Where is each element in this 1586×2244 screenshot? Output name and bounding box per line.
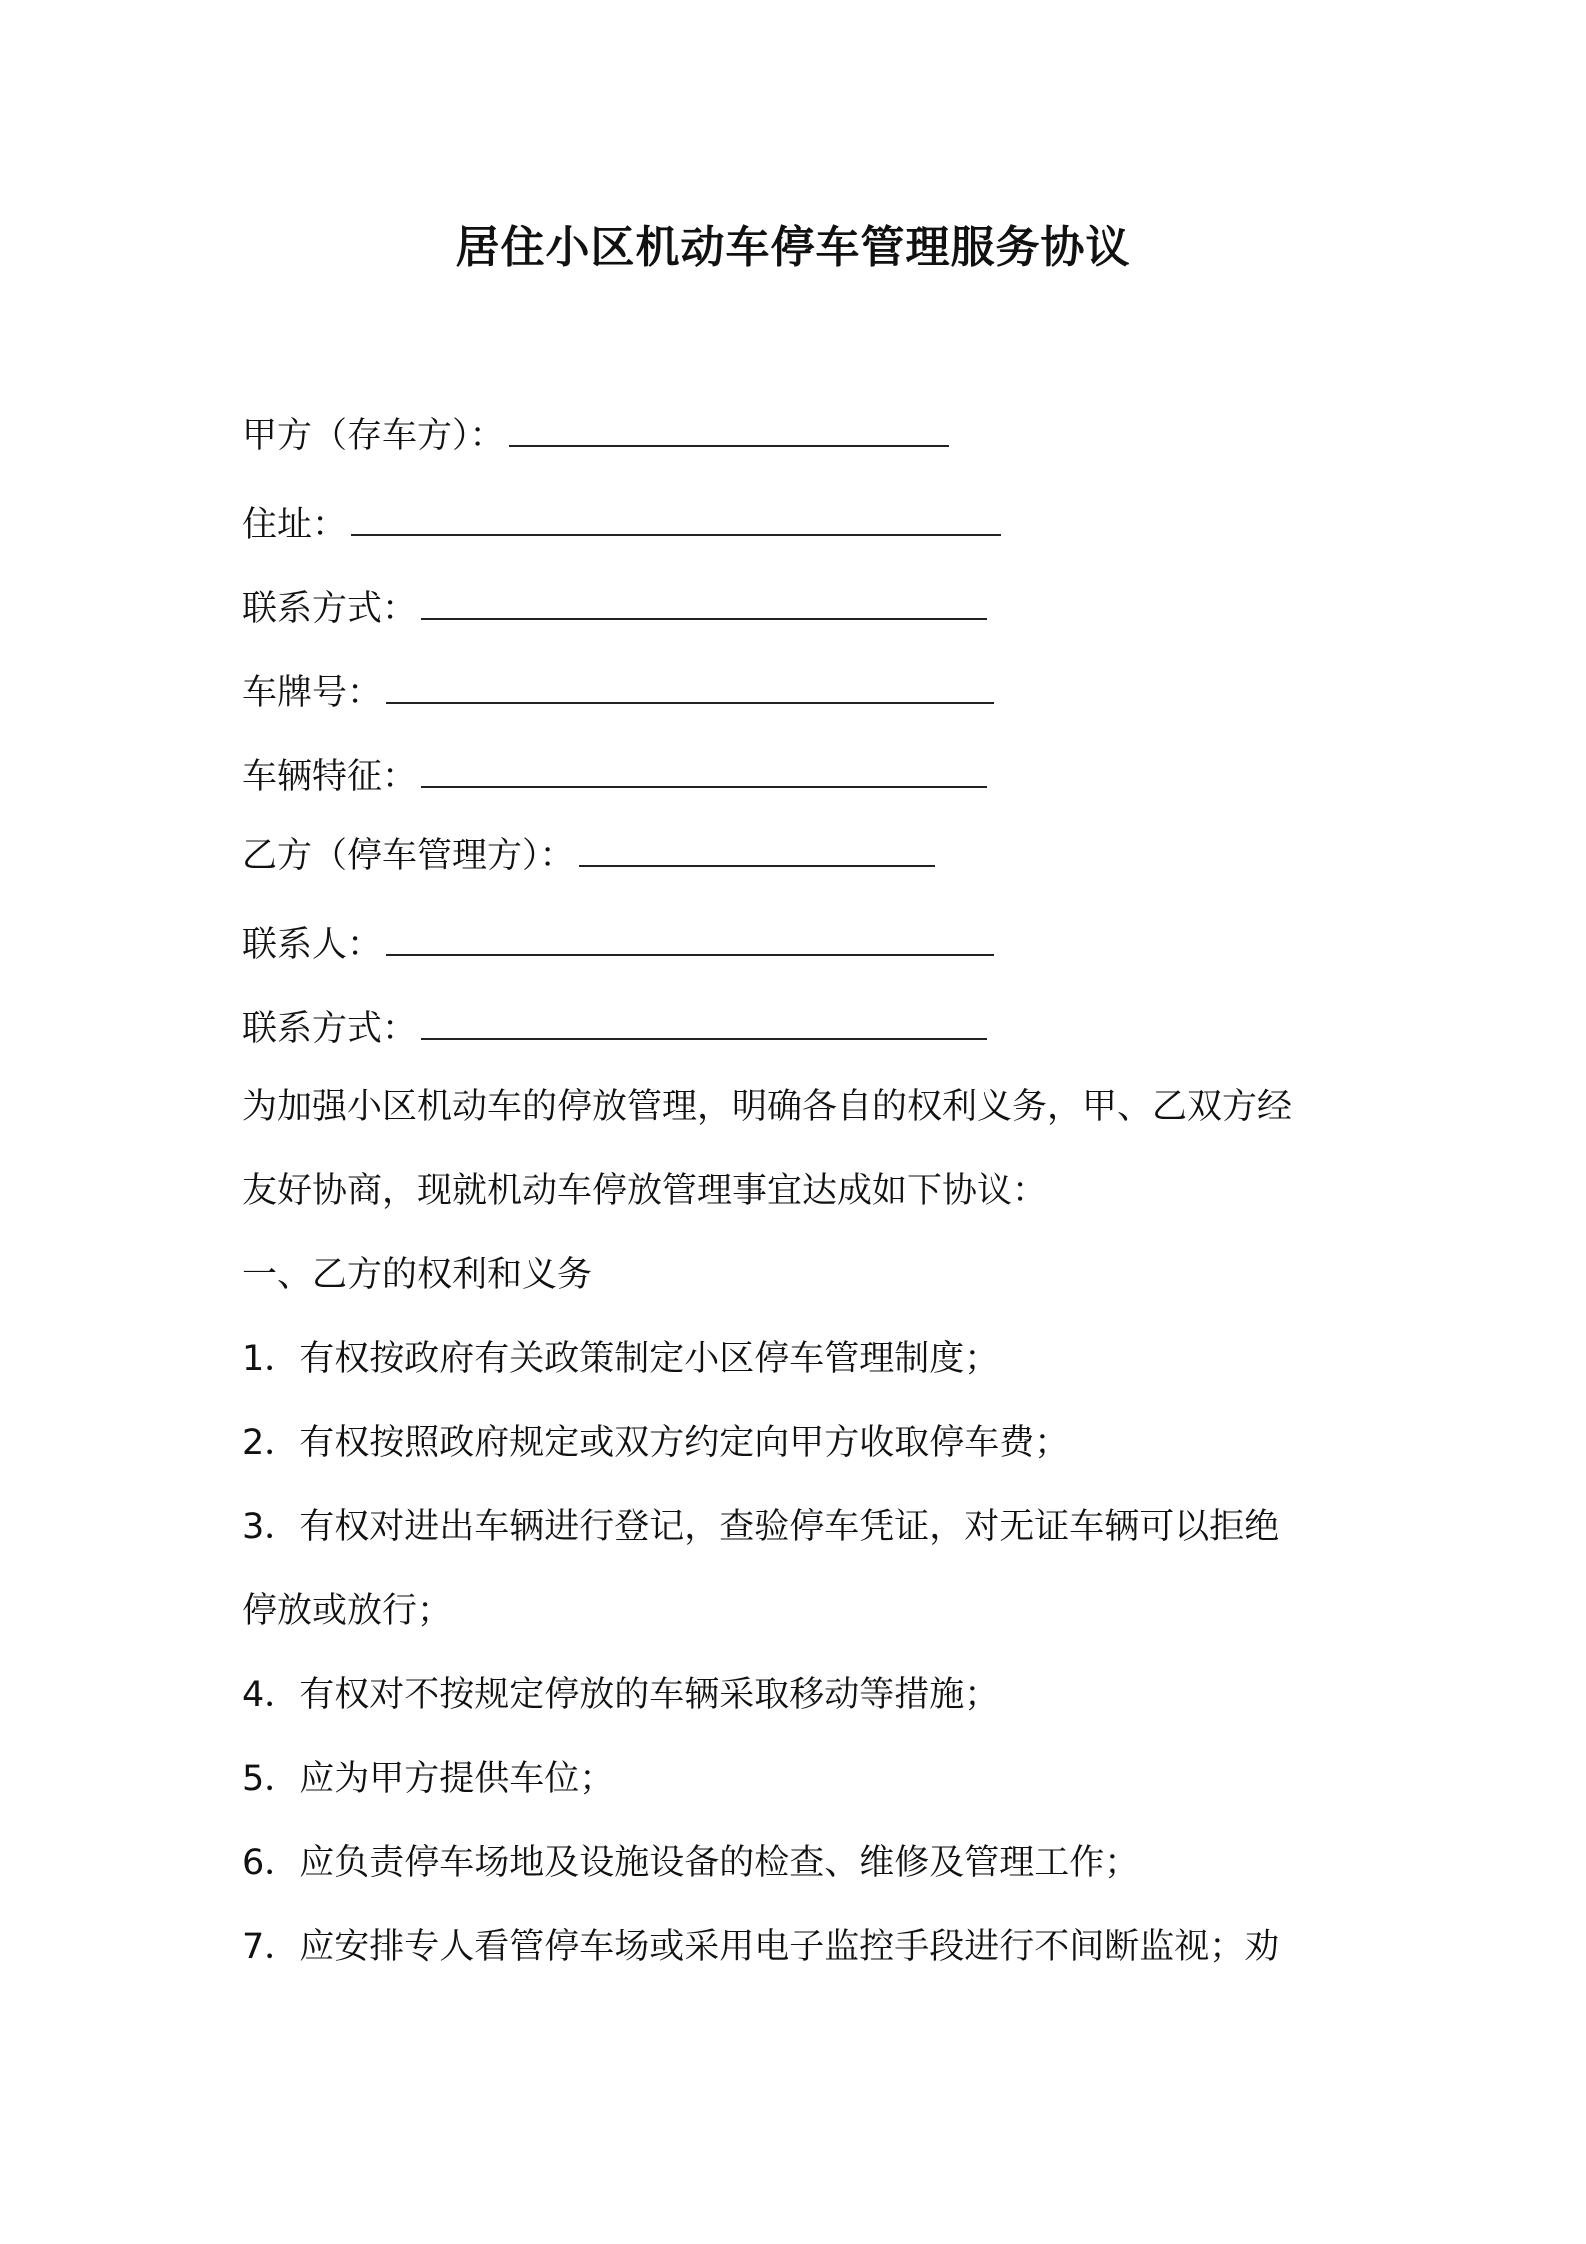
field-label: 乙方（停车管理方）： [242,836,575,876]
list-item: 4．有权对不按规定停放的车辆采取移动等措施； [242,1675,1000,1715]
field-address [242,501,1001,549]
section-heading: 一、乙方的权利和义务 [242,1255,593,1295]
blank-line[interactable] [351,504,1001,536]
field-label: 联系人： [242,925,383,965]
document-title: 居住小区机动车停车管理服务协议 [455,222,1131,273]
field-plate-number [242,669,994,717]
intro-paragraph-line-2: 友好协商，现就机动车停放管理事宜达成如下协议： [242,1171,1048,1211]
blank-line[interactable] [421,1008,987,1040]
blank-line[interactable] [579,835,935,867]
field-label: 住址： [242,505,348,545]
blank-line[interactable] [421,588,987,620]
intro-paragraph-line-1: 为加强小区机动车的停放管理，明确各自的权利义务，甲、乙双方经 [242,1087,1293,1127]
field-label: 联系方式： [242,589,418,629]
list-item-continuation: 停放或放行； [242,1591,453,1631]
field-contact-b [242,1005,987,1053]
field-party-a [242,412,949,460]
field-label: 联系方式： [242,1009,418,1049]
blank-line[interactable] [386,924,994,956]
field-contact-a [242,585,987,633]
blank-line[interactable] [509,415,949,447]
list-item: 6．应负责停车场地及设施设备的检查、维修及管理工作； [242,1843,1140,1883]
blank-line[interactable] [421,756,987,788]
field-label: 甲方（存车方）： [242,416,505,456]
field-party-b [242,832,935,880]
list-item: 7．应安排专人看管停车场或采用电子监控手段进行不间断监视；劝 [242,1927,1280,1967]
list-item: 1．有权按政府有关政策制定小区停车管理制度； [242,1339,1000,1379]
field-vehicle-features [242,753,987,801]
field-contact-person [242,921,994,969]
field-label: 车牌号： [242,673,383,713]
list-item: 5．应为甲方提供车位； [242,1759,615,1799]
list-item: 3．有权对进出车辆进行登记，查验停车凭证，对无证车辆可以拒绝 [242,1507,1280,1547]
blank-line[interactable] [386,672,994,704]
list-item: 2．有权按照政府规定或双方约定向甲方收取停车费； [242,1423,1070,1463]
field-label: 车辆特征： [242,757,418,797]
